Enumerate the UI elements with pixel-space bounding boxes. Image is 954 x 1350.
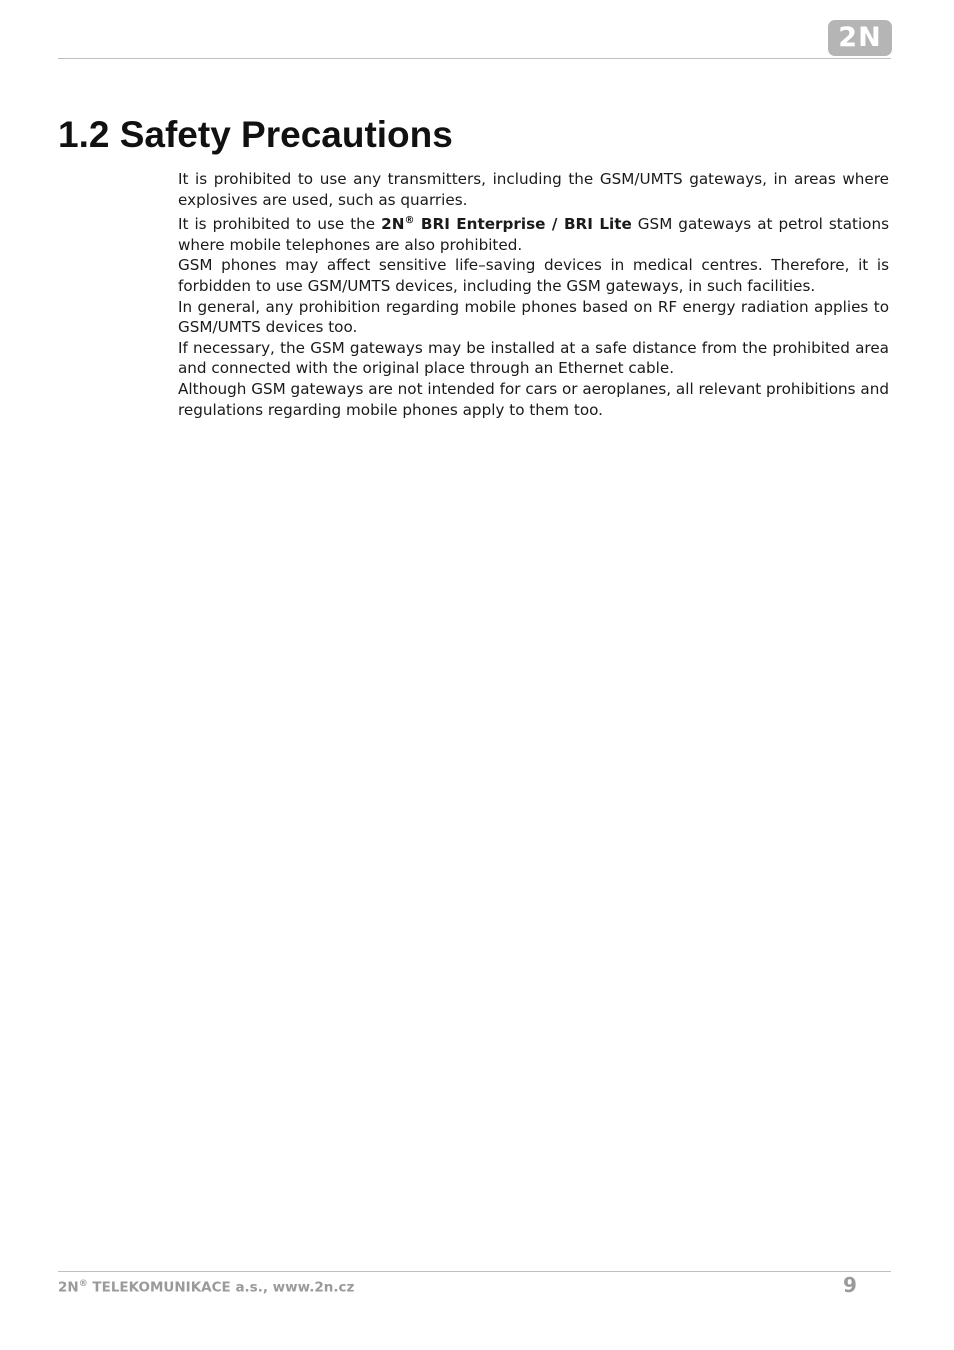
page-number: 9: [843, 1273, 857, 1297]
brand-name: 2N: [381, 215, 405, 234]
paragraph-petrol-stations: [178, 214, 889, 255]
registered-mark: ®: [404, 215, 415, 227]
product-name: [381, 215, 632, 233]
paragraph-safe-distance: If necessary, the GSM gateways may be installed at a safe distance from the prohibited area and connected with the original place through an Ethernet cable.: [178, 338, 889, 378]
footer-brand: 2N: [58, 1279, 79, 1296]
paragraph-text: It is prohibited to use the: [178, 215, 382, 234]
footer-divider: [58, 1271, 891, 1272]
header-divider: [58, 58, 891, 59]
footer-company: [58, 1279, 354, 1296]
footer-registered-mark: ®: [78, 1279, 88, 1289]
paragraph-medical-centres: GSM phones may affect sensitive life–saving devices in medical centres. Therefore, it is forbidden to use GSM/UMTS devices, including the GSM gateways, in such facilities.: [178, 256, 889, 295]
product-model: BRI Enterprise / BRI Lite: [414, 215, 632, 234]
paragraph-cars-aeroplanes: Although GSM gateways are not intended for cars or aeroplanes, all relevant prohibitions and regulations regarding mobile phones apply to them too.: [178, 379, 889, 419]
footer-company-name: TELEKOMUNIKACE a.s., www.2n.cz: [87, 1279, 355, 1296]
paragraph-rf-radiation: In general, any prohibition regarding mobile phones based on RF energy radiation applies to GSM/UMTS devices too.: [178, 297, 889, 337]
section-body: [178, 169, 889, 420]
paragraph-text: GSM gateways at petrol stations where mobile telephones are also prohibited.: [178, 215, 890, 254]
company-logo: 2N: [828, 20, 892, 56]
page-title: 1.2 Safety Precautions: [58, 114, 453, 155]
paragraph-explosives: It is prohibited to use any transmitters, including the GSM/UMTS gateways, in areas where explosives are used, such as quarries.: [178, 170, 889, 209]
